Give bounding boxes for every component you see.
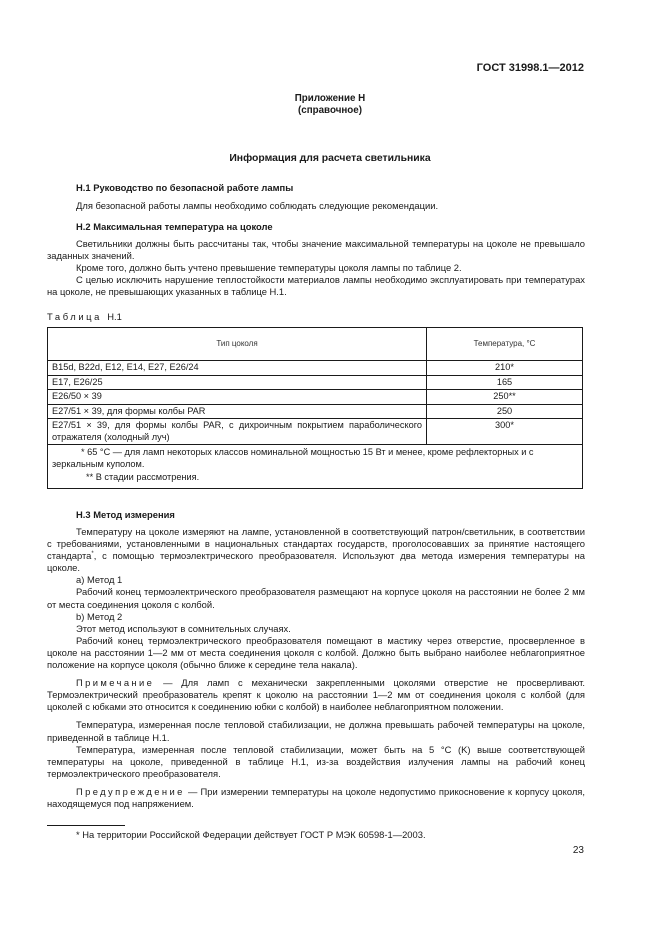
paragraph: С целью исключить нарушение теплостойкости материалов лампы необходимо эксплуатировать при температурах на цоколе, не превышающих указанных в таблице Н.1. bbox=[47, 274, 585, 298]
paragraph: Светильники должны быть рассчитаны так, чтобы значение максимальной температуры на цоколе не превышало заданных значений. bbox=[47, 238, 585, 262]
table-caption bbox=[47, 311, 122, 323]
method-1-label: a) Метод 1 bbox=[76, 574, 123, 586]
warning-label: Предупреждение bbox=[76, 785, 185, 797]
footnote: * На территории Российской Федерации действует ГОСТ Р МЭК 60598-1—2003. bbox=[76, 829, 426, 840]
paragraph: Этот метод используют в сомнительных случаях. bbox=[76, 622, 291, 634]
note-text: — Для ламп с механически закрепленными цоколями отверстие не просверливают. Термоэлектрический преобразователь крепят к цоколю на расстоянии 1—2 мм от соединения цоколя с колбой (для цоколей с юбками это относится к соединению юбки с колбой) в наиболее неблагоприятном положении. bbox=[47, 677, 585, 713]
paragraph: Рабочий конец термоэлектрического преобразователя размещают на корпусе цоколя на расстоянии не более 2 мм от места соединения цоколя с колбой. bbox=[47, 586, 585, 610]
section-heading-h3: Н.3 Метод измерения bbox=[76, 509, 175, 520]
table-cell: E27/51 × 39, для формы колбы PAR, с дихроичным покрытием параболического отражателя (холодный луч) bbox=[48, 419, 427, 445]
section-h3-body bbox=[47, 526, 585, 810]
section-heading-h1: Н.1 Руководство по безопасной работе лампы bbox=[76, 182, 294, 193]
table-header-row bbox=[48, 328, 583, 361]
page-number: 23 bbox=[572, 845, 584, 856]
table-cell: E17, E26/25 bbox=[48, 375, 427, 390]
table-notes bbox=[48, 445, 583, 489]
table-header-cell: Тип цоколя bbox=[48, 328, 427, 361]
table-cell: 165 bbox=[427, 375, 583, 390]
table-caption-label: Таблица bbox=[47, 311, 102, 322]
table-row bbox=[48, 390, 583, 405]
document-id: ГОСТ 31998.1—2012 bbox=[476, 62, 584, 74]
table-row bbox=[48, 419, 583, 445]
paragraph: Для безопасной работы лампы необходимо соблюдать следующие рекомендации. bbox=[76, 200, 439, 211]
paragraph: Рабочий конец термоэлектрического преобразователя помещают в мастику через отверстие, просверленное в цоколе на расстоянии 1—2 мм от места соединения цоколя с колбой. Должно быть выбрано наиболее неблагоприятное положение на корпусе цоколя (обычно ближе к середине тела накала). bbox=[47, 634, 585, 671]
table-row bbox=[48, 404, 583, 419]
temperature-table bbox=[47, 327, 583, 489]
paragraph: Кроме того, должно быть учтено превышение температуры цоколя лампы по таблице 2. bbox=[76, 262, 462, 274]
paragraph: Температура, измеренная после тепловой стабилизации, может быть на 5 °С (K) выше соответствующей температуры на цоколе, приведенной в таблице Н.1, из-за воздействия излучения лампы на рабочий конец термоэлектрического преобразователя. bbox=[47, 743, 585, 779]
section-heading-h2: Н.2 Максимальная температура на цоколе bbox=[76, 221, 273, 232]
table-cell: E27/51 × 39, для формы колбы PAR bbox=[48, 404, 427, 419]
note-label: Примечание bbox=[76, 677, 155, 689]
paragraph: Температура, измеренная после тепловой стабилизации, не должна превышать рабочей температуры на цоколе, приведенной в таблице Н.1. bbox=[47, 719, 585, 743]
table-notes-row bbox=[48, 445, 583, 489]
method-2-label: b) Метод 2 bbox=[76, 610, 123, 622]
paragraph-text: Температуру на цоколе измеряют на лампе, установленной в соответствующий патрон/светильник, в соответствии с требованиями, установленными в национальных стандартах государств, проголосовавших за принятие настоящего стандарта bbox=[47, 526, 585, 562]
section-h1-body bbox=[47, 200, 585, 212]
page-title: Информация для расчета светильника bbox=[229, 153, 431, 164]
paragraph-text: , с помощью термоэлектрического преобразователя. Используют два метода измерения температуры на цоколе. bbox=[47, 550, 585, 574]
table-header-cell: Температура, °С bbox=[427, 328, 583, 361]
table-note: * 65 °С — для ламп некоторых классов номинальной мощностью 15 Вт и менее, кроме рефлекторных и с зеркальным куполом. bbox=[52, 447, 534, 469]
table-caption-number: Н.1 bbox=[107, 311, 122, 322]
footnote-divider bbox=[47, 825, 125, 826]
table-cell: 250 bbox=[427, 404, 583, 419]
table-cell: 210* bbox=[427, 361, 583, 376]
section-h2-body bbox=[47, 238, 585, 298]
table-row bbox=[48, 361, 583, 376]
warning-text: — При измерении температуры на цоколе недопустимо прикосновение к корпусу цоколя, находящемуся под напряжением. bbox=[47, 785, 585, 809]
appendix-title: Приложение Н bbox=[294, 93, 366, 104]
table-cell: 250** bbox=[427, 390, 583, 405]
table-cell: 300* bbox=[427, 419, 583, 445]
note-paragraph bbox=[47, 677, 585, 713]
table-cell: B15d, B22d, E12, E14, E27, E26/24 bbox=[48, 361, 427, 376]
table-note: ** В стадии рассмотрения. bbox=[86, 472, 200, 482]
table-row bbox=[48, 375, 583, 390]
warning-paragraph bbox=[47, 786, 585, 810]
table-cell: E26/50 × 39 bbox=[48, 390, 427, 405]
footnote-marker: * bbox=[91, 551, 94, 558]
appendix-subtitle: (справочное) bbox=[298, 105, 362, 116]
paragraph bbox=[47, 526, 585, 574]
